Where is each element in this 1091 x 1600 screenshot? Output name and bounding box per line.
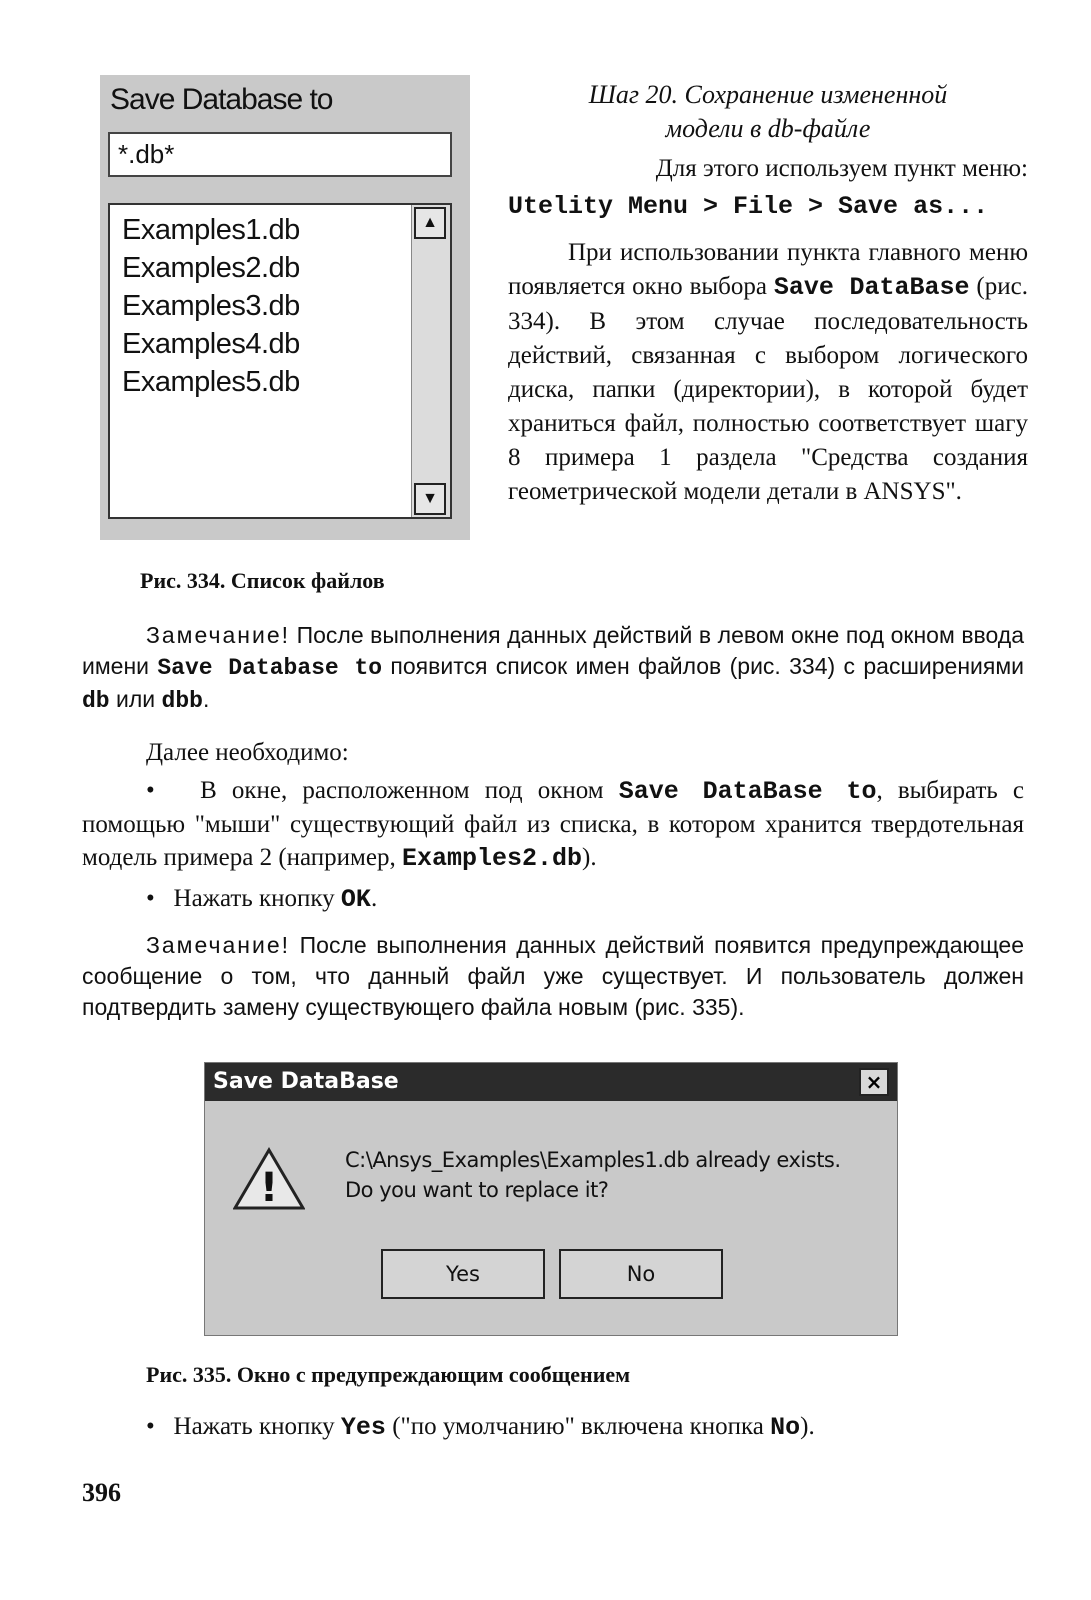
filter-input[interactable]: *.db*: [108, 132, 452, 177]
list-item[interactable]: Examples3.db: [122, 290, 300, 322]
further-text: Далее необходимо:: [146, 739, 349, 766]
scroll-down-button[interactable]: [414, 483, 446, 515]
inline-code: Save DataBase to: [618, 777, 877, 806]
message-line2: Do you want to replace it?: [345, 1178, 609, 1202]
figure-334-caption: Рис. 334. Список файлов: [140, 568, 385, 593]
list-item[interactable]: Examples4.db: [122, 328, 300, 360]
bullet-icon: •: [146, 1413, 155, 1440]
inline-code: No: [770, 1413, 801, 1442]
list-item[interactable]: Examples5.db: [122, 366, 300, 398]
note-label: Замечание!: [146, 622, 291, 648]
warning-icon: [233, 1147, 305, 1211]
save-database-dialog: [204, 1062, 898, 1336]
scroll-up-button[interactable]: [414, 207, 446, 239]
bullet-item: • В окне, расположенном под окном Save DataBase to, выбирать с помощью "мыши" существующий файл из списка, в котором хранится твердотельная модель примера 2 (например, Examples2.db).: [82, 777, 1025, 873]
message-line1: C:\Ansys_Examples\Examples1.db already exists.: [345, 1148, 841, 1172]
step-heading-line1: Шаг 20. Сохранение измененной: [588, 80, 948, 109]
inline-code: dbb: [161, 688, 203, 714]
figure-335-caption: Рис. 335. Окно с предупреждающим сообщением: [146, 1362, 631, 1387]
inline-code: Save DataBase: [773, 273, 970, 302]
inline-code: Examples2.db: [401, 844, 582, 873]
close-button[interactable]: [859, 1068, 889, 1096]
svg-text:!: !: [259, 1165, 279, 1211]
right-column: [508, 78, 1028, 509]
page-number: 396: [82, 1478, 121, 1507]
no-button[interactable]: No: [559, 1249, 723, 1299]
dialog-message: [345, 1145, 841, 1205]
note-1: Замечание! После выполнения данных действий в левом окне под окном ввода имени Save Database to появится список имен файлов (рис. 334) с расширениями db или dbb.: [82, 622, 1024, 714]
paragraph: При использовании пункта главного меню появляется окно выбора Save DataBase (рис. 334). В этом случае последовательность действий, связанная с выбором логического диска, папки (директории), в которой будет храниться файл, полностью соответствует шагу 8 примера 1 раздела "Средства создания геометрической модели детали в ANSYS".: [508, 239, 1028, 505]
note-2: Замечание! После выполнения данных действий появится предупреждающее сообщение о том, что данный файл уже существует. И пользователь должен подтвердить замену существующего файла новым (рис. 335).: [82, 932, 1024, 1020]
note-label: Замечание!: [146, 932, 291, 958]
menu-path: Utelity Menu > File > Save as...: [508, 192, 989, 221]
bullet-item: • Нажать кнопку Yes ("по умолчанию" включена кнопка No).: [146, 1413, 815, 1442]
bullet-icon: •: [146, 885, 155, 912]
dialog-title-bar: [205, 1063, 897, 1101]
file-list[interactable]: [108, 203, 452, 519]
panel-title: Save Database to: [110, 83, 333, 116]
bullet-icon: •: [146, 777, 155, 804]
bullet-item: • Нажать кнопку OK.: [146, 885, 378, 914]
arrow-down-icon: ▼: [422, 490, 438, 507]
inline-code: Yes: [340, 1413, 386, 1442]
inline-code: OK: [340, 885, 371, 914]
list-item[interactable]: Examples1.db: [122, 214, 300, 246]
step-heading-line2: модели в db-файле: [665, 114, 871, 143]
list-item[interactable]: Examples2.db: [122, 252, 300, 284]
inline-code: Save Database to: [157, 655, 383, 681]
save-database-panel: [100, 75, 470, 540]
inline-code: db: [82, 688, 110, 714]
close-icon: ×: [865, 1070, 883, 1094]
intro-text: Для этого используем пункт меню:: [655, 155, 1028, 182]
arrow-up-icon: ▲: [422, 214, 438, 231]
scrollbar[interactable]: [411, 205, 450, 517]
step-heading: [508, 78, 1028, 146]
dialog-title: Save DataBase: [213, 1069, 399, 1094]
yes-button[interactable]: Yes: [381, 1249, 545, 1299]
